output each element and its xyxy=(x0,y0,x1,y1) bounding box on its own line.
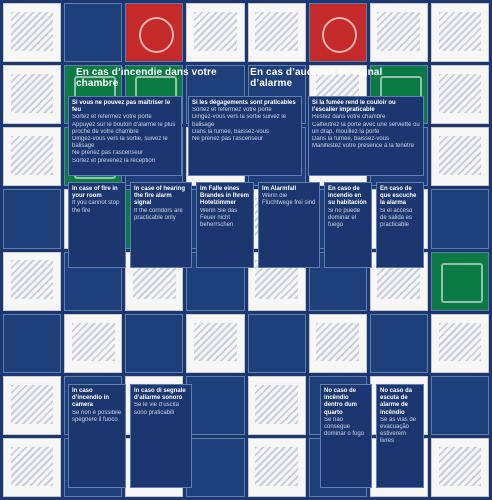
instructions-top-mid xyxy=(188,96,302,176)
panel-body: Se non è possibile spegnere il fuoco xyxy=(72,409,122,423)
top-left-line-3: Appuyez sur le bouton d’alarme le plus proche de votre chambre xyxy=(72,121,176,135)
top-mid-line-2: Sortez et refermez votre porte xyxy=(192,107,272,114)
pictogram-tile xyxy=(309,314,367,373)
top-right-line-4: Dans la fumée, baissez-vous xyxy=(312,135,390,142)
top-right-line-2: Restez dans votre chambre xyxy=(312,114,386,121)
top-mid-line-5: Ne prenez pas l’ascenseur xyxy=(192,135,264,142)
panel-body: Wenn Sie das Feuer nicht beherrschen xyxy=(200,207,238,228)
pictogram-tile xyxy=(431,314,489,373)
language-panel-es-alarm xyxy=(376,182,424,268)
pictogram-tile xyxy=(3,376,61,435)
panel-heading: In case of fire in your room xyxy=(72,186,118,200)
panel-body: Si el acceso de salida es practicable xyxy=(380,207,413,228)
pictogram-tile xyxy=(3,127,61,186)
pictogram-tile xyxy=(186,438,244,497)
pictogram-tile xyxy=(431,127,489,186)
pictogram-tile xyxy=(431,65,489,124)
pictogram-tile xyxy=(186,3,244,62)
pictogram-tile xyxy=(248,3,306,62)
panel-heading: In caso di segnale d’allarme sonoro xyxy=(134,388,186,402)
pictogram-tile xyxy=(3,314,61,373)
panel-body: Se le vie d’uscita sono praticabili xyxy=(134,402,180,416)
panel-body: Se as vias de evacuação estiverem livres xyxy=(380,416,417,445)
panel-body: Se não consegue dominar o fogo xyxy=(324,416,365,438)
pictogram-tile xyxy=(431,438,489,497)
top-mid-line-4: Dans la fumée, baissez-vous xyxy=(192,128,270,135)
pictogram-tile xyxy=(3,438,61,497)
pictogram-tile xyxy=(431,189,489,248)
pictogram-tile xyxy=(186,376,244,435)
pictogram-tile xyxy=(431,3,489,62)
language-panel-pt-alarm xyxy=(376,384,424,488)
panel-heading: No caso de incêndio dentro dum quarto xyxy=(324,388,357,416)
pictogram-tile xyxy=(186,314,244,373)
instructions-top-left xyxy=(68,96,182,176)
language-panel-pt-fire xyxy=(320,384,372,488)
header-title xyxy=(68,64,424,92)
pictogram-tile xyxy=(248,314,306,373)
panel-heading: Im Falle eines Brandes in Ihrem Hotelzimmer xyxy=(200,186,250,207)
panel-body: Si no puede dominar el fuego xyxy=(328,207,361,228)
language-panel-it-alarm xyxy=(130,384,192,488)
top-left-line-5: Ne prenez pas l’ascenseur xyxy=(72,150,144,157)
title-left: En cas d’incendie dans votre chambre xyxy=(76,67,217,89)
pictogram-tile xyxy=(248,438,306,497)
top-left-line-1: Si vous ne pouvez pas maîtriser le feu xyxy=(72,100,171,114)
language-panel-de-alarm xyxy=(258,182,320,268)
fire-alarm-tile xyxy=(125,3,183,62)
pictogram-tile xyxy=(3,65,61,124)
panel-heading: No caso da escuta de alarme de incêndio xyxy=(380,388,413,416)
top-right-line-1: Si la fumée rend le couloir ou l’escalier impraticable xyxy=(312,100,396,114)
panel-heading: In case of hearing the fire alarm signal xyxy=(134,186,186,207)
top-mid-line-3: Dirigez-vous vers la sortie suivez le balisage xyxy=(192,114,287,128)
top-left-line-6: Sortez et prévenez la réception xyxy=(72,157,156,164)
language-panel-de-fire xyxy=(196,182,254,268)
language-panel-es-fire xyxy=(324,182,372,268)
exit-tile xyxy=(431,252,489,311)
top-mid-line-1: Si les dégagements sont praticables xyxy=(192,100,296,106)
pictogram-tile xyxy=(3,3,61,62)
pictogram-tile xyxy=(248,376,306,435)
top-left-line-4: Dirigez-vous vers la sortie, suivez le balisage xyxy=(72,135,168,150)
pictogram-tile xyxy=(125,314,183,373)
instructions-top-right xyxy=(308,96,424,176)
pictogram-tile xyxy=(3,252,61,311)
top-left-line-2: Sortez et refermez votre porte xyxy=(72,114,152,121)
panel-heading: En caso de incendio en su habitación xyxy=(328,186,367,207)
pictogram-tile xyxy=(370,3,428,62)
title-right: En cas d’audition du signal d’alarme xyxy=(250,67,383,89)
top-right-line-3: Calfeutrez la porte avec une serviette ou un drap, mouillez la porte xyxy=(312,121,420,135)
language-panel-it-fire xyxy=(68,384,126,488)
language-panel-en-alarm xyxy=(130,182,192,268)
panel-body: If you cannot stop the fire xyxy=(72,200,120,214)
language-panel-en-fire xyxy=(68,182,126,268)
pictogram-tile xyxy=(370,314,428,373)
panel-heading: In caso d’incendio in camera xyxy=(72,388,109,409)
panel-heading: Im Alarmfall xyxy=(262,186,297,192)
pictogram-tile xyxy=(431,376,489,435)
fire-alarm-tile xyxy=(309,3,367,62)
panel-body: If the corridors are practicable only xyxy=(134,207,183,221)
pictogram-tile xyxy=(3,189,61,248)
pictogram-tile xyxy=(64,314,122,373)
top-right-line-5: Manifestez votre présence à la fenêtre xyxy=(312,143,415,150)
panel-body: Wenn die Fluchtwege frei sind xyxy=(262,193,316,207)
pictogram-tile xyxy=(64,3,122,62)
panel-heading: En caso de que escuche la alarma xyxy=(380,186,417,207)
